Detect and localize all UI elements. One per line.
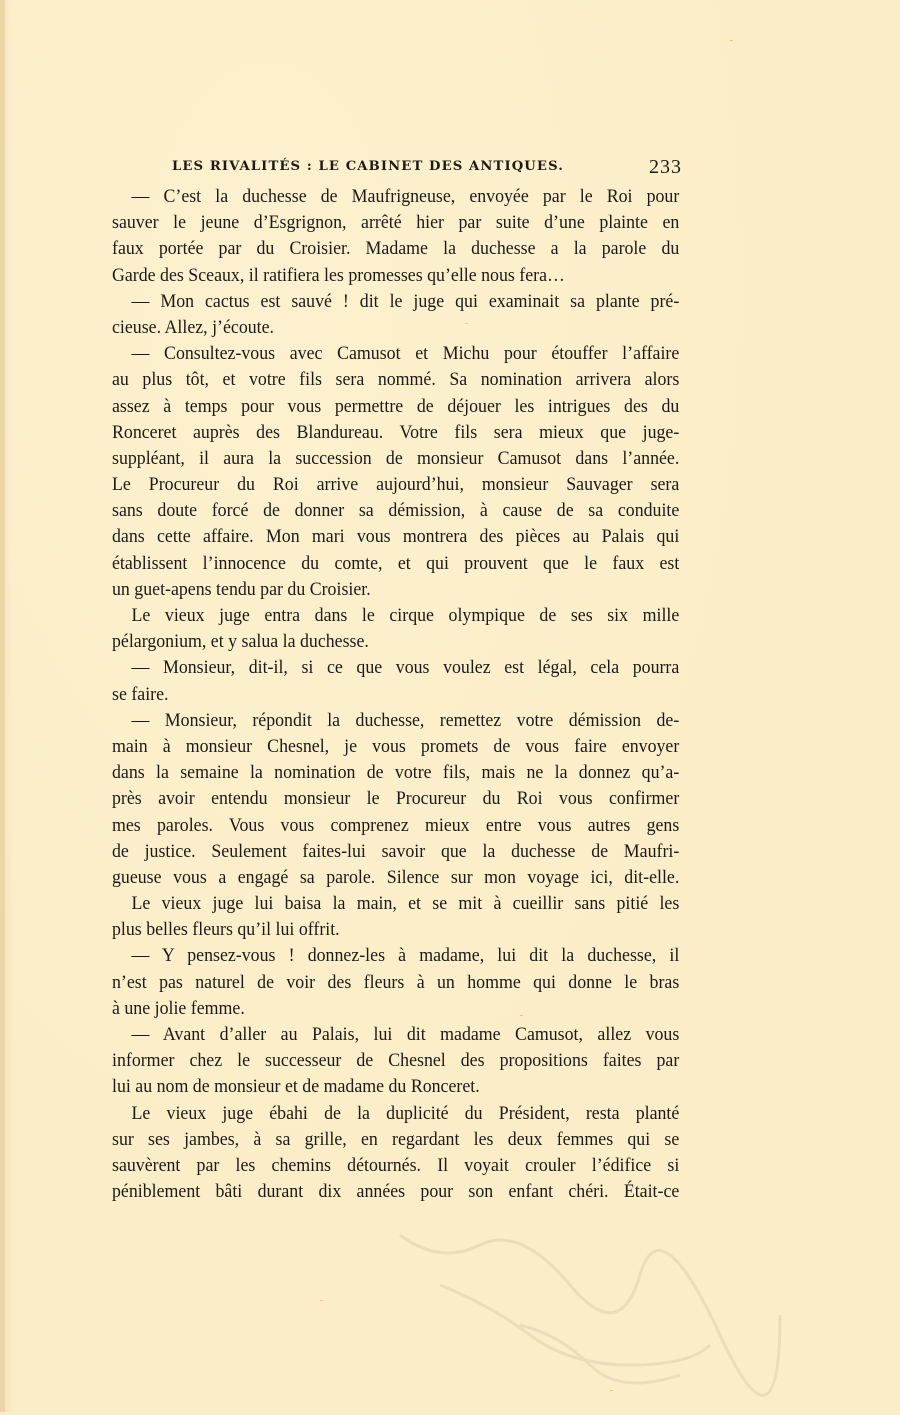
text-line: — Avant d’aller au Palais, lui dit madame Camusot, allez vous [131,1024,680,1045]
text-line: sur ses jambes, à sa grille, en regardant les deux femmes qui se [112,1128,680,1150]
page-gutter-edge [0,0,5,1412]
text-line: dans la semaine la nomination de votre fils, mais ne la donnez qu’a- [112,762,680,784]
text-line: Le Procureur du Roi arrive aujourd’hui, monsieur Sauvager sera [112,474,680,496]
paper-fleck [520,1015,523,1016]
text-line: de justice. Seulement faites-lui savoir que la duchesse de Maufri- [112,840,680,862]
text-line: pélargonium, et y salua la duchesse. [112,631,369,653]
paper-fleck [730,40,733,41]
text-line: main à monsieur Chesnel, je vous promets de vous faire envoyer [112,735,680,757]
text-line: établissent l’innocence du comte, et qui prouvent que le faux est [112,552,680,574]
text-line: — Y pensez-vous ! donnez-les à madame, lui dit la duchesse, il [131,945,680,967]
text-line: sauver le jeune d’Esgrignon, arrêté hier par suite d’une plainte en [112,212,680,234]
text-line: suppléant, il aura la succession de monsieur Camusot dans l’année. [112,447,680,469]
text-line: se faire. [112,683,169,705]
text-line: mes paroles. Vous vous comprenez mieux entre vous autres gens [112,814,680,836]
text-line: Garde des Sceaux, il ratifiera les promesses qu’elle nous fera… [112,264,565,286]
text-line: sauvèrent par les chemins détournés. Il voyait crouler l’édifice si [112,1154,680,1176]
text-line: — C’est la duchesse de Maufrigneuse, envoyée par le Roi pour [131,186,680,207]
text-line: Le vieux juge ébahi de la duplicité du Président, resta planté [131,1102,680,1124]
running-head-title: LES RIVALITÉS : LE CABINET DES ANTIQUES. [172,159,564,174]
text-line: près avoir entendu monsieur le Procureur du Roi vous confirmer [112,788,680,810]
text-line: péniblement bâti durant dix années pour son enfant chéri. Était-ce [112,1181,680,1203]
text-line: Ronceret auprès des Blandureau. Votre fils sera mieux que juge- [112,421,680,443]
text-line: — Mon cactus est sauvé ! dit le juge qui examinait sa plante pré- [131,290,680,312]
text-line: informer chez le successeur de Chesnel des propositions faites par [112,1050,680,1072]
text-line: Le vieux juge lui baisa la main, et se mit à cueillir sans pitié les [131,893,680,915]
paper-fleck [320,1300,323,1301]
text-line: à une jolie femme. [112,997,245,1019]
show-through-bleed [380,1215,820,1415]
text-line: faux portée par du Croisier. Madame la duchesse a la parole du [112,238,680,260]
text-line: au plus tôt, et votre fils sera nommé. Sa nomination arrivera alors [112,369,680,391]
text-line: gueuse vous a engagé sa parole. Silence sur mon voyage ici, dit-elle. [112,866,680,888]
text-line: — Monsieur, répondit la duchesse, remettez votre démission de- [131,709,680,731]
text-line: sans doute forcé de donner sa démission, à cause de sa conduite [112,500,680,522]
text-line: — Monsieur, dit-il, si ce que vous voulez est légal, cela pourra [131,657,680,679]
text-line: plus belles fleurs qu’il lui offrit. [112,919,340,941]
text-line: cieuse. Allez, j’écoute. [112,316,275,338]
text-line: dans cette affaire. Mon mari vous montrera des pièces au Palais qui [112,526,680,548]
paper-fleck [610,1390,613,1391]
body-text [112,184,680,1205]
text-line: assez à temps pour vous permettre de déjouer les intrigues des du [112,395,680,417]
text-line: lui au nom de monsieur et de madame du Ronceret. [112,1076,480,1098]
paper-fleck [465,323,468,324]
running-head [172,156,682,180]
text-line: — Consultez-vous avec Camusot et Michu pour étouffer l’affaire [131,343,680,365]
page-number: 233 [649,156,682,178]
text-line: n’est pas naturel de voir des fleurs à un homme qui donne le bras [112,971,680,993]
text-line: un guet-apens tendu par du Croisier. [112,578,371,600]
text-line: Le vieux juge entra dans le cirque olympique de ses six mille [131,605,680,626]
